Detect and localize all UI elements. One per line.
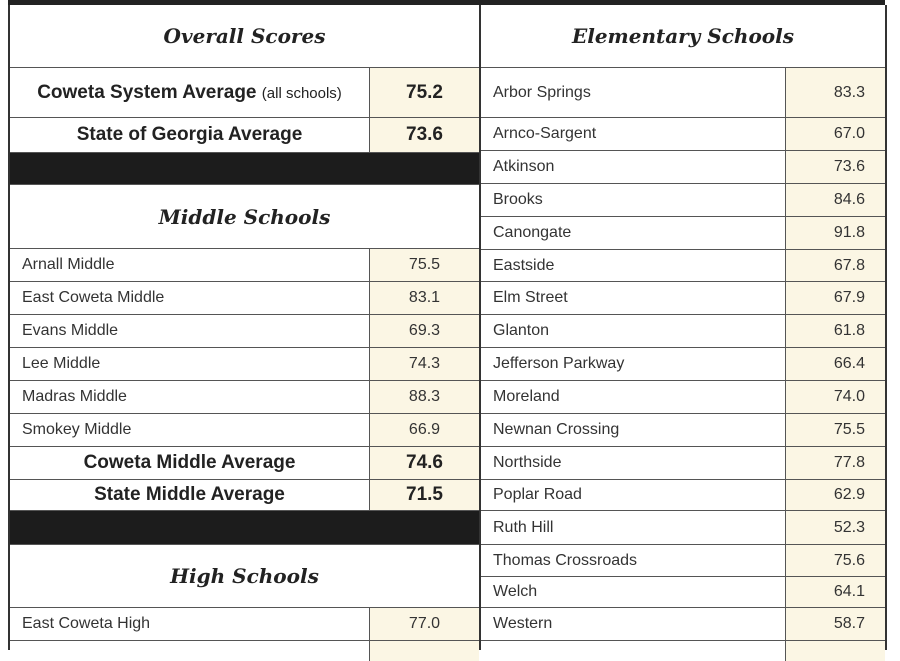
table-row (481, 118, 885, 151)
system-average-value: 75.2 (369, 68, 479, 117)
school-score: 75.5 (369, 249, 479, 281)
overall-heading: Overall Scores (163, 24, 326, 48)
school-name: Moreland (493, 388, 560, 405)
school-score: 74.3 (369, 348, 479, 380)
school-score: 66.9 (369, 414, 479, 446)
table-row (10, 381, 479, 414)
separator-bar (10, 511, 479, 545)
table-row (10, 414, 479, 447)
school-score: 77.0 (369, 608, 479, 640)
state-middle-average-label: State Middle Average (94, 484, 285, 505)
middle-heading-row (10, 185, 479, 249)
elementary-heading: Elementary Schools (571, 24, 794, 48)
school-score: 83.1 (369, 282, 479, 314)
state-average-row (10, 118, 479, 153)
school-score: 66.4 (785, 348, 885, 380)
overall-heading-row (10, 5, 479, 68)
table-row (481, 68, 885, 118)
coweta-middle-average-row (10, 447, 479, 480)
school-score (785, 641, 885, 661)
high-heading-row (10, 545, 479, 608)
school-name: East Coweta High (22, 615, 151, 632)
system-average-row (10, 68, 479, 118)
table-row (10, 282, 479, 315)
separator-bar (10, 153, 479, 185)
table-row (481, 511, 885, 545)
table-row (10, 315, 479, 348)
school-name: Arbor Springs (493, 83, 591, 101)
state-average-value: 73.6 (369, 118, 479, 152)
school-name: Madras Middle (22, 388, 127, 405)
school-score: 75.5 (785, 414, 885, 446)
school-score (369, 641, 479, 661)
table-row (481, 480, 885, 511)
state-average-label: State of Georgia Average (76, 124, 303, 145)
table-row-partial (10, 641, 479, 661)
table-row (481, 414, 885, 447)
school-name: Eastside (493, 256, 555, 274)
school-name: Newnan Crossing (493, 421, 620, 438)
school-score: 83.3 (785, 68, 885, 117)
state-middle-average-row (10, 480, 479, 511)
school-score: 88.3 (369, 381, 479, 413)
school-score: 74.0 (785, 381, 885, 413)
school-name (10, 641, 369, 661)
table-row (481, 577, 885, 608)
school-score: 84.6 (785, 184, 885, 216)
table-row (10, 608, 479, 641)
school-name: Northside (493, 454, 562, 471)
table-row-partial (481, 641, 885, 661)
school-score: 64.1 (785, 577, 885, 607)
school-name: Poplar Road (493, 486, 582, 503)
school-score: 61.8 (785, 315, 885, 347)
school-name: Thomas Crossroads (493, 551, 638, 569)
school-score: 91.8 (785, 217, 885, 249)
middle-heading: Middle Schools (158, 204, 331, 229)
table-row (481, 282, 885, 315)
school-score: 73.6 (785, 151, 885, 183)
right-column (479, 5, 887, 650)
table-row (481, 250, 885, 282)
school-score: 52.3 (785, 511, 885, 544)
school-name: Jefferson Parkway (493, 355, 625, 372)
table-row (481, 447, 885, 480)
school-name: Ruth Hill (493, 518, 554, 536)
elementary-heading-row (481, 5, 885, 68)
school-name: Arnall Middle (22, 256, 115, 273)
school-name: Arnco-Sargent (493, 125, 597, 142)
school-name: Evans Middle (22, 322, 119, 339)
table-row (10, 249, 479, 282)
school-score: 77.8 (785, 447, 885, 479)
school-name: Canongate (493, 224, 572, 241)
coweta-middle-average-value: 74.6 (369, 447, 479, 479)
school-name: East Coweta Middle (22, 289, 165, 306)
school-score: 67.9 (785, 282, 885, 314)
table-row (481, 348, 885, 381)
left-column (8, 5, 481, 650)
school-name: Elm Street (493, 289, 568, 306)
table-row (481, 315, 885, 348)
school-name: Lee Middle (22, 355, 101, 372)
school-name: Glanton (493, 322, 550, 339)
school-name: Atkinson (493, 158, 555, 175)
school-score: 69.3 (369, 315, 479, 347)
table-row (481, 184, 885, 217)
school-name: Brooks (493, 191, 543, 208)
school-name: Welch (493, 583, 538, 600)
high-heading: High Schools (170, 564, 319, 588)
table-row (481, 381, 885, 414)
school-score: 58.7 (785, 608, 885, 640)
coweta-middle-average-label: Coweta Middle Average (83, 452, 296, 473)
table-row (10, 348, 479, 381)
school-score: 62.9 (785, 480, 885, 510)
state-middle-average-value: 71.5 (369, 480, 479, 510)
table-row (481, 608, 885, 641)
school-name (481, 641, 785, 661)
school-score: 67.8 (785, 250, 885, 281)
system-average-label: Coweta System Average (all schools) (37, 81, 342, 103)
table-row (481, 217, 885, 250)
school-score: 75.6 (785, 545, 885, 576)
school-name: Western (493, 615, 553, 632)
table-row (481, 151, 885, 184)
table-row (481, 545, 885, 577)
school-score: 67.0 (785, 118, 885, 150)
school-name: Smokey Middle (22, 421, 132, 438)
